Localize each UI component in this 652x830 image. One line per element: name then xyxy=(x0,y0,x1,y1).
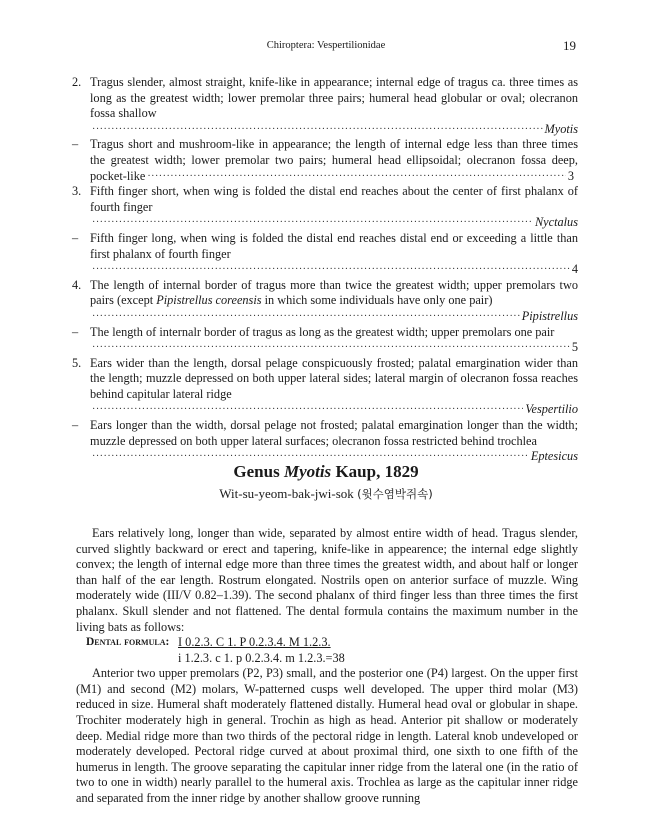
couplet-lead: 5. xyxy=(72,355,82,370)
couplet-text: Ears longer than the width, dorsal pelage not frosted; palatal emargination longer than the width; muzzle depressed on both upper lateral surfaces; olecranon fossa restricted behind trochlea xyxy=(90,418,578,448)
genus-title: Genus Myotis Kaup, 1829 xyxy=(233,462,419,481)
identification-key xyxy=(72,75,578,465)
genus-korean-name xyxy=(0,486,652,502)
key-couplet xyxy=(72,137,578,184)
couplet-text: in which some individuals have only one pair) xyxy=(261,293,493,308)
couplet-lead: 2. xyxy=(72,75,82,89)
couplet-text: The length of internalr border of tragus as long as the greatest width; upper premolars one pair xyxy=(90,324,555,339)
couplet-text: The length of internal border of tragus more than twice the greatest width; upper premolars two pairs (except xyxy=(90,277,578,308)
dental-formula xyxy=(76,635,578,666)
couplet-result: 5 xyxy=(571,340,578,355)
dot-leader xyxy=(145,169,574,185)
key-couplet xyxy=(72,231,578,278)
couplet-result: Pipistrellus xyxy=(521,308,578,323)
couplet-text: Fifth finger short, when wing is folded the distal end reaches about the center of first phalanx of fourth finger xyxy=(90,184,578,214)
dental-formula-upper: I 0.2.3. C 1. P 0.2.3.4. M 1.2.3. xyxy=(178,635,331,650)
couplet-text: Fifth finger long, when wing is folded the distal end reaches distal end or exceeding a little than first phalanx of fourth finger xyxy=(90,230,578,261)
key-couplet xyxy=(72,184,578,231)
couplet-result: Nyctalus xyxy=(534,215,578,230)
dot-leader xyxy=(90,402,578,418)
key-couplet xyxy=(72,75,578,137)
couplet-result: 3 xyxy=(567,168,574,183)
dot-leader xyxy=(90,309,578,325)
dot-leader xyxy=(90,340,578,356)
dot-leader xyxy=(90,215,578,231)
couplet-lead: – xyxy=(72,324,79,339)
key-couplet xyxy=(72,325,578,356)
romanized-name: Wit-su-yeom-bak-jwi-sok xyxy=(219,486,354,501)
key-couplet xyxy=(72,418,578,465)
species-name: Pipistrellus coreensis xyxy=(156,293,262,308)
couplet-result: Myotis xyxy=(544,121,578,136)
key-couplet xyxy=(72,278,578,325)
couplet-result: Eptesicus xyxy=(530,449,578,464)
couplet-result: Vespertilio xyxy=(525,402,578,417)
page-number: 19 xyxy=(563,38,576,53)
couplet-lead: 3. xyxy=(72,184,82,199)
couplet-lead: – xyxy=(72,137,79,152)
dot-leader xyxy=(90,122,578,138)
dental-formula-lower: i 1.2.3. c 1. p 0.2.3.4. m 1.2.3.=38 xyxy=(178,650,345,665)
description-paragraph-1: Ears relatively long, longer than wide, separated by almost entire width of head. Tragus slender, curved slightly backward or erect and tapering, knife-like in appearence; the internal edge slightly convex; the length of internal edge more than three times the greatest width, and about half or longer than half of the ear length. Rostrum elongated. Nostrils open on anterior surface of muzzle. Wing moderately wide (III/V 0.82–1.39). The second phalanx of third finger less than three times the first phalanx. Skull slender and not flattened. The dental formula contains the maximum number in the living bats as follows: xyxy=(76,526,578,634)
korean-name: (윗수염박쥐속) xyxy=(357,487,433,501)
dot-leader xyxy=(90,262,578,278)
dental-formula-label: Dental formula: xyxy=(86,636,170,649)
couplet-lead: – xyxy=(72,418,79,433)
couplet-text: Ears wider than the length, dorsal pelage conspicuously frosted; palatal emargination wider than the length; muzzle depressed on both upper lateral sides; lateral margin of olecranon fossa reaches behind capitular lateral ridge xyxy=(90,355,578,401)
couplet-lead: – xyxy=(72,230,79,245)
couplet-lead: 4. xyxy=(72,277,82,292)
key-couplet xyxy=(72,356,578,418)
page-header xyxy=(76,38,576,54)
description-paragraph-2: Anterior two upper premolars (P2, P3) small, and the posterior one (P4) largest. On the upper first (M1) and second (M2) molars, W-patterned cusps well developed. The upper third molar (M3) reduced in size. Humeral shaft moderately flattened distally. Humeral head oval or globular in shape. Trochiter moderately high in general. Trochin as high as head. Anterior pit shallow or moderately deep. Medial ridge more than two thirds of the pectoral ridge in length. Lateral knob undeveloped or moderately developed. Pectoral ridge curved at about proximal third, one sixth to one fifth of the humerus in length. The groove separating the capitular inner ridge from the lateral one (in the ratio of two to one in width) nearly parallel to the humeral axis. Trochlea as large as the capitular inner ridge and separated from the inner ridge by another shallow groove running xyxy=(76,666,578,805)
running-title: Chiroptera: Vespertilionidae xyxy=(266,40,386,51)
couplet-text: Tragus short and mushroom-like in appearance; the length of internal edge less than three times the greatest width; lower premolar two pairs; humeral head ellipsoidal; olecranon fossa deep, pocket-like xyxy=(90,137,578,183)
couplet-result: 4 xyxy=(571,262,578,277)
couplet-text: Tragus slender, almost straight, knife-like in appearance; internal edge of tragus ca. three times as long as the greatest width; lower premolar three pairs; humeral head globular or oval; olecranon fossa shallow xyxy=(90,75,578,121)
genus-description xyxy=(76,526,578,807)
